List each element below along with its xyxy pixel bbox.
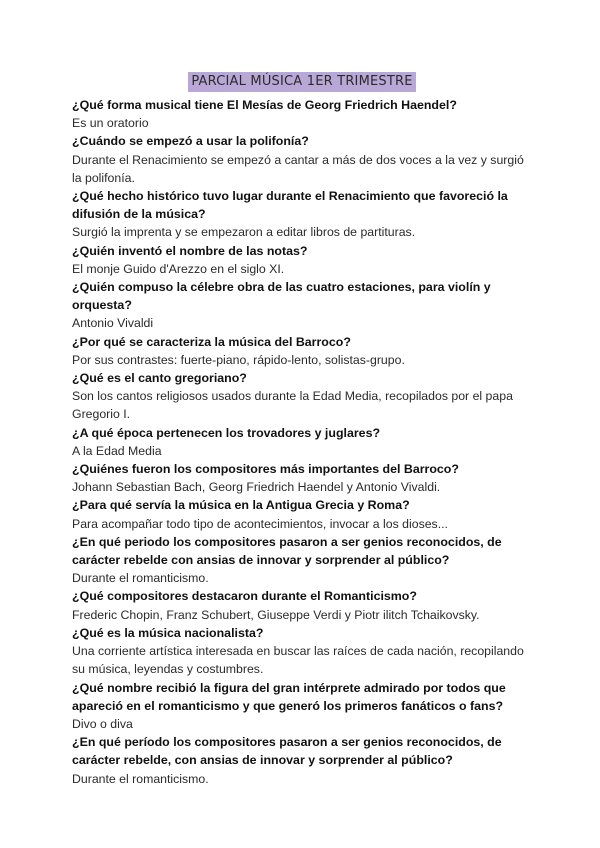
answer: Frederic Chopin, Franz Schubert, Giuseppe Verdi y Piotr ilitch Tchaikovsky.: [72, 607, 480, 622]
qa-item: [72, 333, 532, 369]
question: ¿Qué es el canto gregoriano?: [72, 371, 247, 386]
answer: A la Edad Media: [72, 443, 162, 458]
answer: Para acompañar todo tipo de acontecimientos, invocar a los dioses...: [72, 516, 448, 531]
question: ¿Por qué se caracteriza la música del Barroco?: [72, 334, 351, 349]
question: ¿A qué época pertenecen los trovadores y juglares?: [72, 425, 381, 440]
answer: Antonio Vivaldi: [72, 316, 154, 331]
answer: Durante el romanticismo.: [72, 771, 209, 786]
answer: Johann Sebastian Bach, Georg Friedrich Haendel y Antonio Vivaldi.: [72, 480, 441, 495]
question: ¿En qué período los compositores pasaron a ser genios reconocidos, de carácter rebelde, con ansias de innovar y sorprender al público?: [72, 735, 502, 768]
qa-item: [72, 424, 532, 460]
qa-item: [72, 587, 532, 623]
question: ¿Cuándo se empezó a usar la polifonía?: [72, 134, 309, 149]
answer: Durante el romanticismo.: [72, 571, 209, 586]
question: ¿En qué periodo los compositores pasaron a ser genios reconocidos, de carácter rebelde con ansias de innovar y sorprender al público?: [72, 534, 502, 568]
qa-item: [72, 624, 532, 679]
question: ¿Quién inventó el nombre de las notas?: [72, 243, 308, 258]
qa-item: [72, 460, 532, 496]
question: ¿Quién compuso la célebre obra de las cuatro estaciones, para violín y orquesta?: [72, 280, 491, 313]
qa-item: [72, 496, 532, 532]
qa-item: [72, 533, 532, 588]
qa-item: [72, 132, 532, 187]
qa-item: [72, 187, 532, 242]
answer: Una corriente artística interesada en buscar las raíces de cada nación, recopilando su música, leyendas y costumbres.: [72, 644, 524, 677]
qa-item: [72, 733, 532, 788]
page-title: PARCIAL MÚSICA 1ER TRIMESTRE: [188, 72, 415, 92]
document-page: [72, 72, 532, 788]
qa-item: [72, 679, 532, 734]
qa-item: [72, 278, 532, 333]
answer: Surgió la imprenta y se empezaron a editar libros de partituras.: [72, 225, 416, 240]
question: ¿Qué es la música nacionalista?: [72, 625, 264, 640]
answer: Durante el Renacimiento se empezó a cantar a más de dos voces a la vez y surgió la polifonía.: [72, 152, 524, 185]
question: ¿Qué forma musical tiene El Mesías de Georg Friedrich Haendel?: [72, 98, 457, 112]
qa-item: [72, 242, 532, 278]
qa-item: [72, 369, 532, 424]
question: ¿Qué compositores destacaron durante el Romanticismo?: [72, 589, 417, 604]
question: ¿Quiénes fueron los compositores más importantes del Barroco?: [72, 462, 459, 477]
question: ¿Para qué servía la música en la Antigua Grecia y Roma?: [72, 498, 410, 513]
qa-item: [72, 96, 532, 132]
answer: Divo o diva: [72, 716, 133, 731]
title-container: [72, 72, 532, 94]
question: ¿Qué hecho histórico tuvo lugar durante el Renacimiento que favoreció la difusión de la música?: [72, 189, 508, 222]
question: ¿Qué nombre recibió la figura del gran intérprete admirado por todos que apareció en el romanticismo y que generó los primeros fanáticos o fans?: [72, 680, 506, 713]
answer: Por sus contrastes: fuerte-piano, rápido-lento, solistas-grupo.: [72, 352, 405, 367]
answer: Son los cantos religiosos usados durante la Edad Media, recopilados por el papa Gregorio I.: [72, 389, 513, 422]
answer: Es un oratorio: [72, 116, 149, 131]
answer: El monje Guido d'Arezzo en el siglo XI.: [72, 261, 285, 276]
